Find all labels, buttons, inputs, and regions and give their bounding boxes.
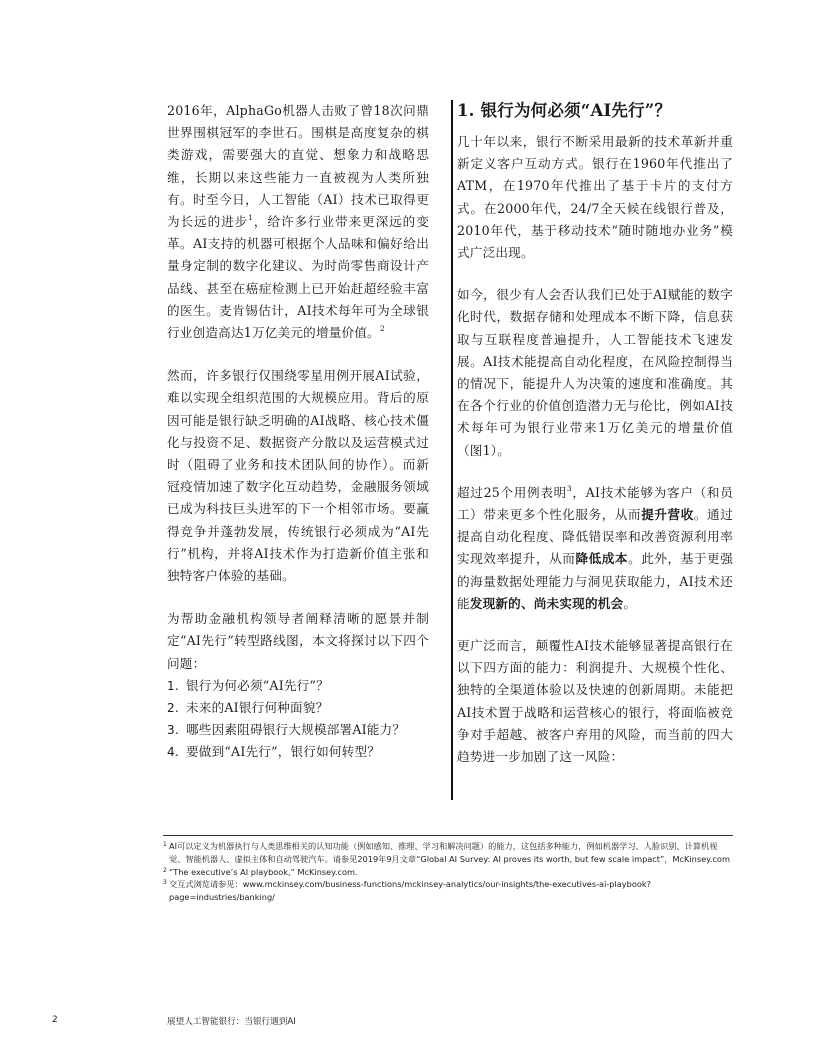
use-cases-paragraph: 超过25个用例表明$^3$，AI技术能够为客户（和员工）带来更多个性化服务，从而提升营收。通过提高自动化程度、降低错误率和改善资源利用率实现效率提升，从而降低成本。此外，基于更强的海量数据处理能力与洞见获取能力，AI技术还能发现新的、尚未实现的机会。 (457, 483, 734, 611)
column-divider (451, 100, 453, 800)
footnote-ref-2[interactable]: 2 (379, 324, 385, 334)
running-title: 展望人工智能银行：当银行遇到AI (167, 1017, 296, 1027)
footnote-link[interactable]: 交互式浏览请参见：www.mckinsey.com/business-functions/mckinsey-analytics/our-insights/the-executives-ai-playbook?page=industries/banking/ (169, 879, 651, 903)
list-item: 4. 要做到“AI先行”，银行如何转型？ (167, 744, 381, 760)
footnote-2: 2 “The executive’s AI playbook,” McKinsey.com. (163, 866, 358, 877)
disruption-paragraph: 更广泛而言，颠覆性AI技术能够显著提高银行在以下四方面的能力：利润提升、大规模个性化、独特的全渠道体验以及快速的创新周期。未能把AI技术置于战略和运营核心的银行，将面临被竞争对手超越、被客户弃用的风险，而当前的四大趋势进一步加剧了这一风险： (457, 638, 733, 765)
list-item: 1. 银行为何必须“AI先行”？ (167, 677, 329, 693)
left-column (167, 100, 429, 764)
questions-list (167, 675, 429, 764)
emphasis-opportunity: 发现新的、尚未实现的机会 (469, 595, 624, 611)
ai-era-paragraph: 如今，很少有人会否认我们已处于AI赋能的数字化时代，数据存储和处理成本不断下降，信息获取与互联程度普遍提升，人工智能技术飞速发展。AI技术能提高自动化程度，在风险控制得当的情况下，能提升人为决策的速度和准确度。其在各个行业的价值创造潜力无与伦比，例如AI技术每年可为银行业带来1万亿美元的增量价值（图1）。 (457, 287, 733, 458)
list-item: 2. 未来的AI银行何种面貌？ (167, 700, 329, 716)
footnote-1: 1 AI可以定义为机器执行与人类思维相关的认知功能（例如感知、推理、学习和解决问题）的能力，这包括多种能力，例如机器学习、人脸识别、计算机视觉、智能机器人、虚拟主体和自动驾驶汽车。请参见2019年9月文章“Global AI Survey: AI proves its worth, but few scale impact”，McKinsey.com (163, 841, 730, 864)
intro-paragraph: 2016年，AlphaGo机器人击败了曾18次问鼎世界围棋冠军的李世石。围棋是高度复杂的棋类游戏，需要强大的直觉、想象力和战略思维，长期以来这些能力一直被视为人类所独有。时至今日，人工智能（AI）技术已取得更为长远的进步$^1$，给许多行业带来更深远的变革。AI支持的机器可根据个人品味和偏好给出量身定制的数字化建议、为时尚零售商设计产品线、甚至在癌症检测上已开始赶超经验丰富的医生。麦肯锡估计，AI技术每年可为全球银行业创造高达1万亿美元的增量价值。$^2$ (167, 103, 430, 341)
list-item: 3. 哪些因素阻碍银行大规模部署AI能力？ (167, 722, 406, 738)
footnote-ref-1[interactable]: 1 (248, 213, 254, 223)
right-column (457, 100, 733, 768)
emphasis-revenue: 提升营收 (641, 507, 694, 523)
emphasis-cost: 降低成本 (575, 551, 629, 567)
challenge-paragraph: 然而，许多银行仅围绕零星用例开展AI试验，难以实现全组织范围的大规模应用。背后的原因可能是银行缺乏明确的AI战略、核心技术僵化与投资不足、数据资产分散以及运营模式过时（阻碍了业务和技术团队间的协作）。而新冠疫情加速了数字化互动趋势，金融服务领域已成为科技巨头进军的下一个相邻市场。要赢得竞争并蓬勃发展，传统银行必须成为“AI先行”机构，并将AI技术作为打造新价值主张和独特客户体验的基础。 (167, 368, 429, 584)
history-paragraph: 几十年以来，银行不断采用最新的技术革新并重新定义客户互动方式。银行在1960年代推出了ATM，在1970年代推出了基于卡片的支付方式。在2000年代，24/7全天候在线银行普及，2010年代，基于移动技术“随时随地办业务”模式广泛出现。 (457, 134, 733, 261)
questions-intro: 为帮助金融机构领导者阐释清晰的愿景并制定“AI先行”转型路线图，本文将探讨以下四个问题： (167, 611, 429, 671)
footnotes (163, 835, 733, 904)
page-number: 2 (52, 1015, 58, 1025)
footnote-3: 3 交互式浏览请参见：www.mckinsey.com/business-functions/mckinsey-analytics/our-insights/the-executives-ai-playbook?page=industries/banking/ (163, 878, 733, 904)
section-heading: 1. 银行为何必须“AI先行”？ (457, 101, 672, 120)
footnote-ref-3[interactable]: 3 (566, 483, 572, 493)
